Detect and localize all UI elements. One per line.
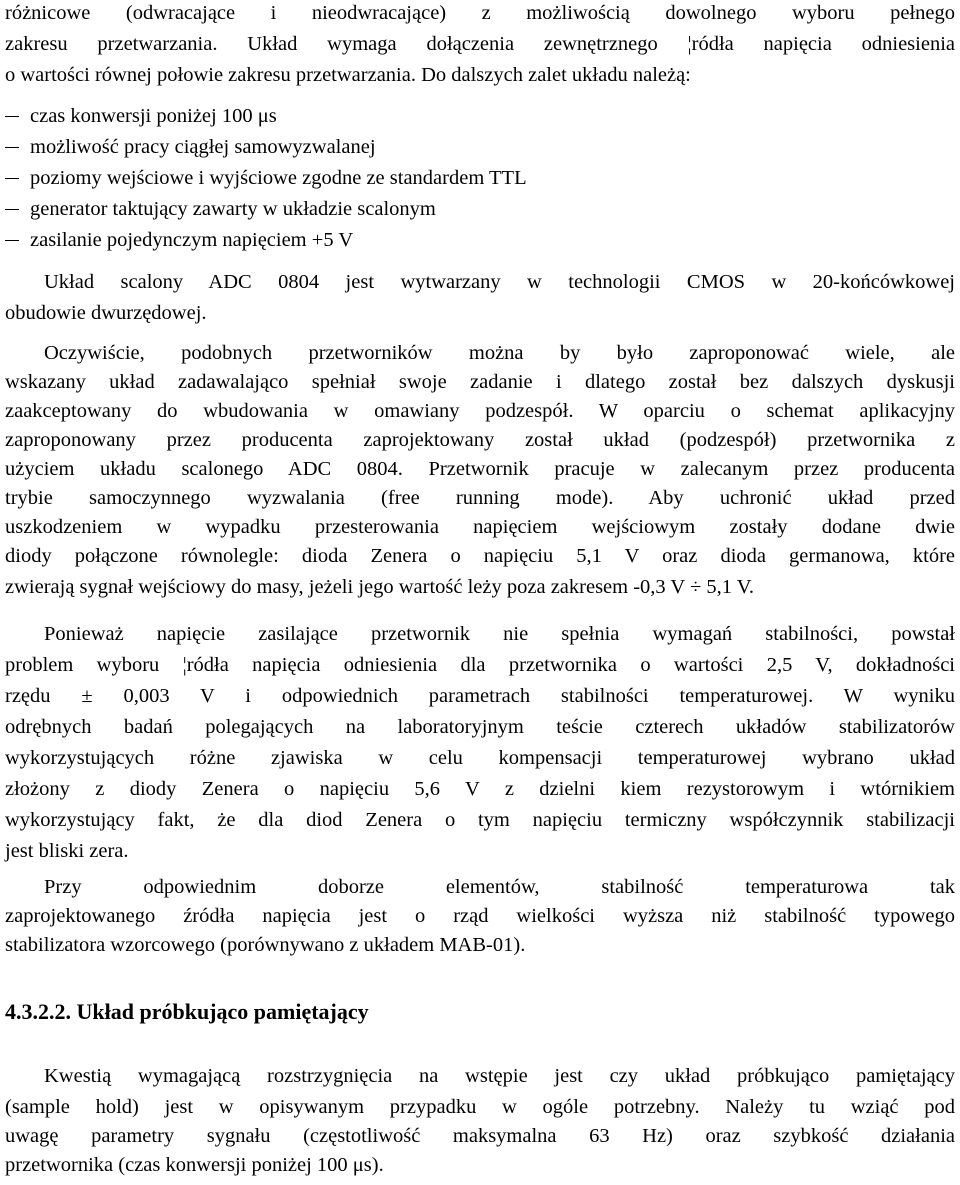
text-line: zwierają sygnał wejściowy do masy, jeżeli jego wartość leży poza zakresem -0,3 V ÷ 5,1 V. (5, 576, 755, 598)
text-line: obudowie dwurzędowej. (5, 302, 207, 324)
list-item: czas konwersji poniżej 100 μs (5, 106, 277, 127)
dash-icon (5, 209, 19, 211)
list-item: poziomy wejściowe i wyjściowe zgodne ze standardem TTL (5, 168, 527, 189)
text-line: Układ scalony ADC 0804 jest wytwarzany w technologii CMOS w 20-końcówkowej (44, 271, 955, 293)
list-item: zasilanie pojedynczym napięciem +5 V (5, 230, 353, 251)
text-line: Kwestią wymagającą rozstrzygnięcia na wstępie jest czy układ próbkująco pamiętający (44, 1065, 955, 1087)
text-line: diody połączone równolegle: dioda Zenera o napięciu 5,1 V oraz dioda germanowa, które (5, 545, 955, 567)
text-line: odrębnych badań polegających na laboratoryjnym teście czterech układów stabilizatorów (5, 716, 955, 738)
text-line: trybie samoczynnego wyzwalania (free running mode). Aby uchronić układ przed (5, 487, 955, 509)
text-line: problem wyboru ¦ródła napięcia odniesienia dla przetwornika o wartości 2,5 V, dokładności (5, 654, 955, 676)
text-line: rzędu ± 0,003 V i odpowiednich parametrach stabilności temperaturowej. W wyniku (5, 685, 955, 707)
text-line: użyciem układu scalonego ADC 0804. Przetwornik pracuje w zalecanym przez producenta (5, 458, 955, 480)
text-line: przetwornika (czas konwersji poniżej 100 μs). (5, 1154, 384, 1176)
text-line: o wartości równej połowie zakresu przetwarzania. Do dalszych zalet układu należą: (5, 64, 691, 86)
text-line: stabilizatora wzorcowego (porównywano z układem MAB-01). (5, 934, 526, 956)
text-line: zaprojektowanego źródła napięcia jest o rząd wielkości wyższa niż stabilność typowego (5, 905, 955, 927)
text-line: jest bliski zera. (5, 840, 129, 862)
text-line: zaakceptowany do wbudowania w omawiany podzespół. W oparciu o schemat aplikacyjny (5, 400, 955, 422)
text-line: Przy odpowiednim doborze elementów, stabilność temperaturowa tak (44, 876, 955, 898)
text-line: (sample hold) jest w opisywanym przypadku w ogóle potrzebny. Należy tu wziąć pod (5, 1096, 955, 1118)
section-heading: 4.3.2.2. Układ próbkująco pamiętający (5, 999, 369, 1024)
text-line: uszkodzeniem w wypadku przesterowania napięciem wejściowym zostały dodane dwie (5, 516, 955, 538)
dash-icon (5, 147, 19, 149)
text-line: Ponieważ napięcie zasilające przetwornik nie spełnia wymagań stabilności, powstał (44, 623, 955, 645)
text-line: zaproponowany przez producenta zaprojektowany został układ (podzespół) przetwornika z (5, 429, 955, 451)
text-line: zakresu przetwarzania. Układ wymaga dołączenia zewnętrznego ¦ródła napięcia odniesienia (5, 33, 955, 55)
text-line: złożony z diody Zenera o napięciu 5,6 V z dzielni kiem rezystorowym i wtórnikiem (5, 778, 955, 800)
text-line: różnicowe (odwracające i nieodwracające) z możliwością dowolnego wyboru pełnego (5, 2, 955, 24)
dash-icon (5, 178, 19, 180)
text-line: uwagę parametry sygnału (częstotliwość maksymalna 63 Hz) oraz szybkość działania (5, 1125, 955, 1147)
dash-icon (5, 240, 19, 242)
list-item: możliwość pracy ciągłej samowyzwalanej (5, 137, 376, 158)
text-line: Oczywiście, podobnych przetworników można by było zaproponować wiele, ale (44, 342, 955, 364)
text-line: wykorzystujący fakt, że dla diod Zenera o tym napięciu termiczny współczynnik stabilizacji (5, 809, 955, 831)
text-line: wykorzystujących różne zjawiska w celu kompensacji temperaturowej wybrano układ (5, 747, 955, 769)
text-line: wskazany układ zadawalająco spełniał swoje zadanie i dlatego został bez dalszych dyskusji (5, 371, 955, 393)
list-item: generator taktujący zawarty w układzie scalonym (5, 199, 436, 220)
dash-icon (5, 116, 19, 118)
